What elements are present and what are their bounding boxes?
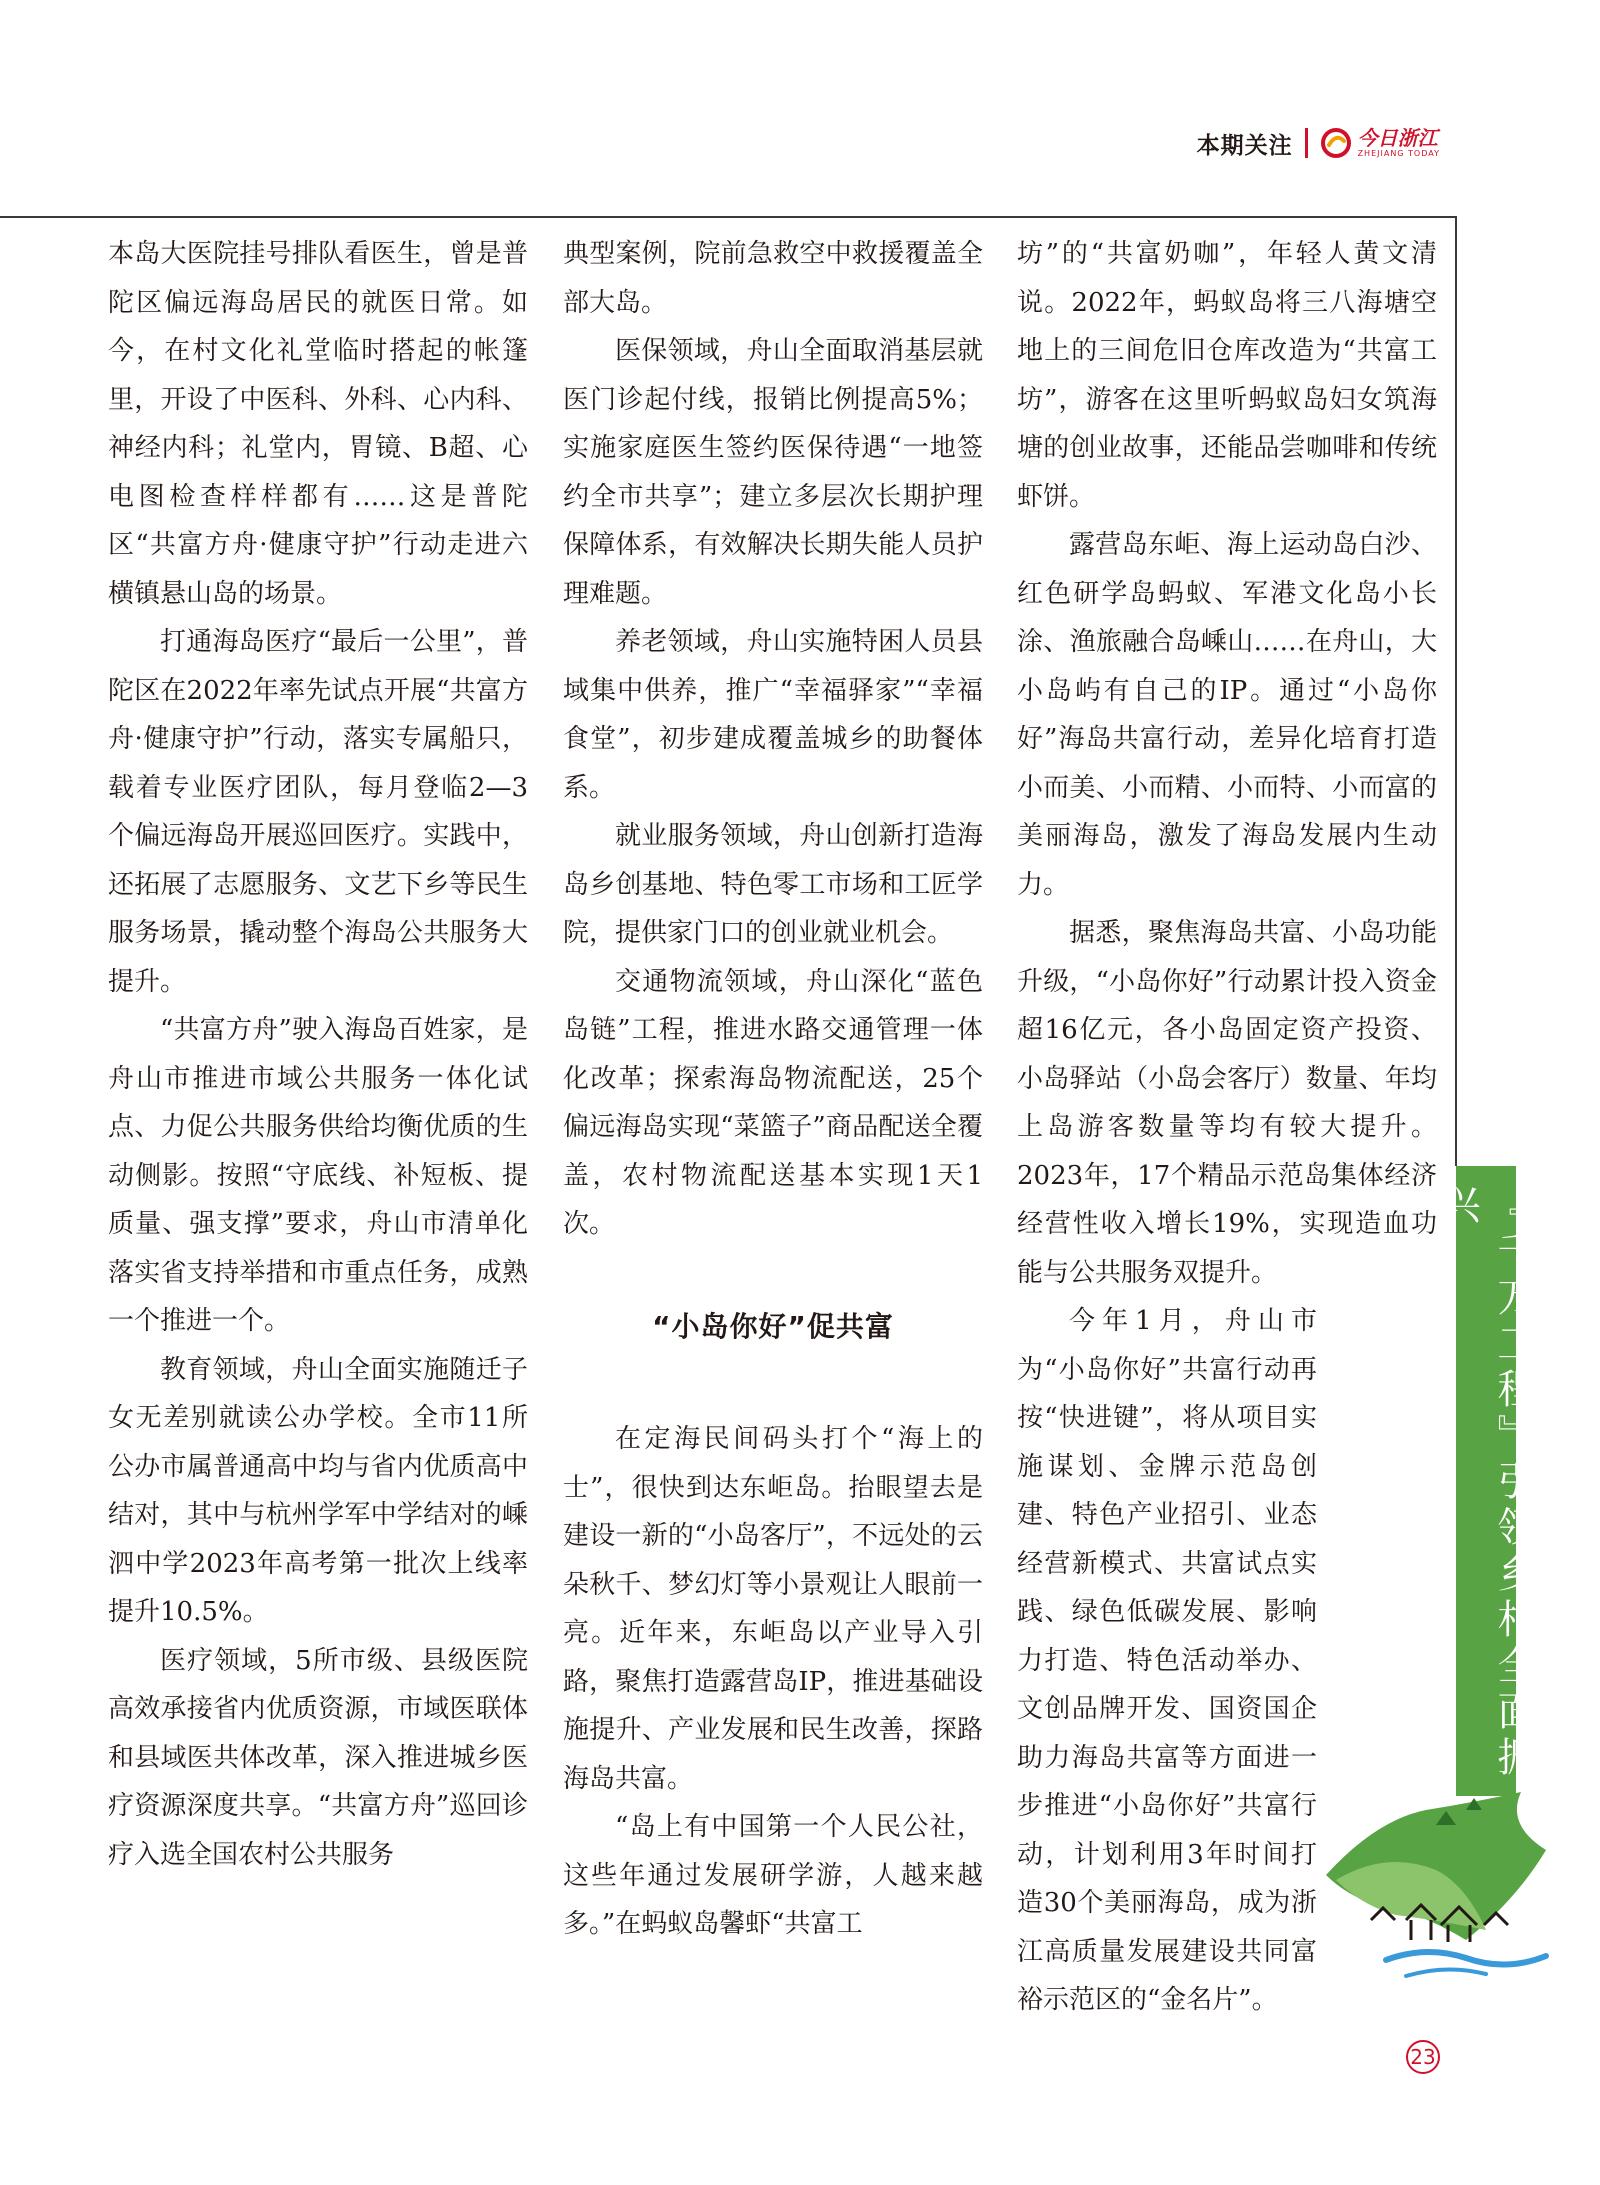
paragraph: “岛上有中国第一个人民公社，这些年通过发展研学游，人越来越多。”在蚂蚁岛馨虾“共富工 bbox=[563, 1812, 983, 1939]
series-tab-text: 『千万工程』引领乡村全面振兴 bbox=[1434, 1184, 1537, 1782]
paragraph: 医保领域，舟山全面取消基层就医门诊起付线，报销比例提高5%；实施家庭医生签约医保待遇“一地签约全市共享”；建立多层次长期护理保障体系，有效解决长期失能人员护理难题。 bbox=[563, 336, 983, 609]
logo-swirl-icon bbox=[1320, 127, 1352, 159]
paragraph: 就业服务领域，舟山创新打造海岛乡创基地、特色零工市场和工匠学院，提供家门口的创业就业机会。 bbox=[563, 821, 983, 948]
paragraph: 露营岛东岠、海上运动岛白沙、红色研学岛蚂蚁、军港文化岛小长涂、渔旅融合岛嵊山……在舟山，大小岛屿有自己的IP。通过“小岛你好”海岛共富行动，差异化培育打造小而美、小而精、小而特、小而富的美丽海岛，激发了海岛发展内生动力。 bbox=[1017, 530, 1437, 900]
section-subheading: “小岛你好”促共富 bbox=[652, 1309, 894, 1343]
paragraph: 医疗领域，5所市级、县级医院高效承接省内优质资源，市域医联体和县域医共体改革，深入推进城乡医疗资源深度共享。“共富方舟”巡回诊疗入选全国农村公共服务 bbox=[108, 1645, 528, 1870]
top-rule bbox=[0, 216, 1456, 218]
text-column-3 bbox=[1017, 230, 1437, 2025]
paragraph: 养老领域，舟山实施特困人员县域集中供养，推广“幸福驿家”“幸福食堂”，初步建成覆盖城乡的助餐体系。 bbox=[563, 627, 983, 803]
paragraph: 打通海岛医疗“最后一公里”，普陀区在2022年率先试点开展“共富方舟·健康守护”行动，落实专属船只，载着专业医疗团队，每月登临2—3个偏远海岛开展巡回医疗。实践中，还拓展了志愿服务、文艺下乡等民生服务场景，撬动整个海岛公共服务大提升。 bbox=[108, 627, 528, 997]
paragraph: 典型案例，院前急救空中救援覆盖全部大岛。 bbox=[563, 239, 983, 318]
paragraph: 交通物流领域，舟山深化“蓝色岛链”工程，推进水路交通管理一体化改革；探索海岛物流配送，25个偏远海岛实现“菜篮子”商品配送全覆盖，农村物流配送基本实现1天1次。 bbox=[563, 966, 983, 1239]
page-header bbox=[1197, 120, 1440, 166]
page-number: 23 bbox=[1406, 2040, 1440, 2074]
paragraph: 今年1月，舟山市为“小岛你好”共富行动再按“快进键”，将从项目实施谋划、金牌示范岛创建、特色产业招引、业态经营新模式、共富试点实践、绿色低碳发展、影响力打造、特色活动举办、文创品牌开发、国资国企助力海岛共富等方面进一步推进“小岛你好”共富行动，计划利用3年时间打造30个美丽海岛，成为浙江高质量发展建设共同富裕示范区的“金名片”。 bbox=[1017, 1306, 1317, 2015]
right-rule bbox=[1455, 216, 1457, 1166]
text-column-1 bbox=[108, 230, 528, 1879]
section-label: 本期关注 bbox=[1196, 132, 1293, 159]
paragraph: 本岛大医院挂号排队看医生，曾是普陀区偏远海岛居民的就医日常。如今，在村文化礼堂临时搭起的帐篷里，开设了中医科、外科、心内科、神经内科；礼堂内，胃镜、B超、心电图检查样样都有……这是普陀区“共富方舟·健康守护”行动走进六横镇悬山岛的场景。 bbox=[108, 239, 528, 609]
logo-chinese-text: 今日浙江 bbox=[1357, 126, 1438, 150]
magazine-logo bbox=[1320, 127, 1440, 159]
text-column-2 bbox=[563, 230, 983, 1949]
paragraph: 在定海民间码头打个“海上的士”，很快到达东岠岛。抬眼望去是建设一新的“小岛客厅”，不远处的云朵秋千、梦幻灯等小景观让人眼前一亮。近年来，东岠岛以产业导入引路，聚焦打造露营岛IP，推进基础设施提升、产业发展和民生改善，探路海岛共富。 bbox=[563, 1424, 983, 1794]
paragraph: 教育领域，舟山全面实施随迁子女无差别就读公办学校。全市11所公办市属普通高中均与省内优质高中结对，其中与杭州学军中学结对的嵊泗中学2023年高考第一批次上线率提升10.5%。 bbox=[108, 1354, 528, 1627]
paragraph: “共富方舟”驶入海岛百姓家，是舟山市推进市域公共服务一体化试点、力促公共服务供给均衡优质的生动侧影。按照“守底线、补短板、提质量、强支撑”要求，舟山市清单化落实省支持举措和市重点任务，成熟一个推进一个。 bbox=[108, 1015, 528, 1336]
logo-english-text: ZHEJIANG TODAY bbox=[1357, 149, 1440, 158]
village-landscape-icon bbox=[1316, 1780, 1576, 1990]
series-tab bbox=[1434, 1166, 1537, 1796]
paragraph: 据悉，聚焦海岛共富、小岛功能升级，“小岛你好”行动累计投入资金超16亿元，各小岛固定资产投资、小岛驿站（小岛会客厅）数量、年均上岛游客数量等均有较大提升。2023年，17个精品示范岛集体经济经营性收入增长19%，实现造血功能与公共服务双提升。 bbox=[1017, 918, 1437, 1288]
header-divider bbox=[1305, 128, 1308, 158]
paragraph: 坊”的“共富奶咖”，年轻人黄文清说。2022年，蚂蚁岛将三八海塘空地上的三间危旧仓库改造为“共富工坊”，游客在这里听蚂蚁岛妇女筑海塘的创业故事，还能品尝咖啡和传统虾饼。 bbox=[1017, 239, 1437, 512]
